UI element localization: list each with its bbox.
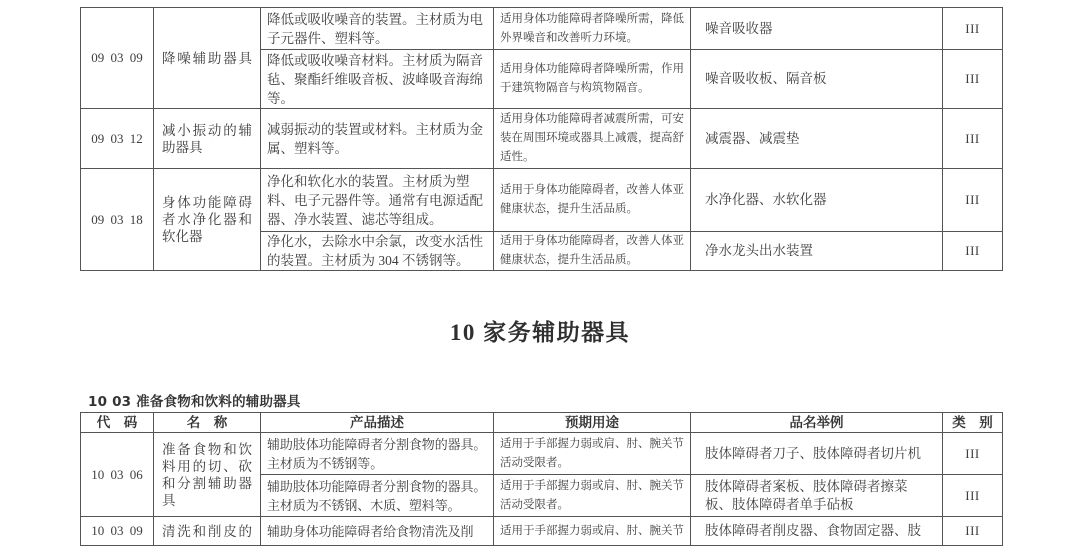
description-cell: 净化和软化水的装置。主材质为塑料、电子元器件等。通常有电源适配器、净水装置、滤芯等组成。 — [261, 169, 494, 232]
column-header-category: 类 别 — [943, 413, 1003, 433]
purpose-cell: 适用于手部握力弱或肩、肘、腕关节活动受限者。 — [494, 475, 691, 517]
category-cell: III — [943, 109, 1003, 169]
examples-cell: 水净化器、水软化器 — [691, 169, 943, 232]
description-cell: 辅助肢体功能障碍者分割食物的器具。主材质为不锈钢等。 — [261, 433, 494, 475]
column-header-purpose: 预期用途 — [494, 413, 691, 433]
category-cell: III — [943, 169, 1003, 232]
table-header-row — [81, 413, 1003, 433]
name-cell: 降噪辅助器具 — [154, 8, 261, 109]
purpose-cell: 适用身体功能障碍者减震所需，可安装在周围环境或器具上减震，提高舒适性。 — [494, 109, 691, 169]
assistive-device-table-10-03 — [80, 412, 1003, 546]
examples-cell: 肢体障碍者案板、肢体障碍者擦菜板、肢体障碍者单手砧板 — [691, 475, 943, 517]
purpose-cell: 适用于身体功能障碍者，改善人体亚健康状态，提升生活品质。 — [494, 169, 691, 232]
name-cell: 准备食物和饮料用的切、砍和分割辅助器具 — [154, 433, 261, 517]
purpose-cell: 适用身体功能障碍者降噪所需，降低外界噪音和改善听力环境。 — [494, 8, 691, 50]
name-cell: 身体功能障碍者水净化器和软化器 — [154, 169, 261, 271]
table-row — [81, 8, 1003, 50]
code-cell: 10 03 09 — [81, 517, 154, 546]
examples-cell: 噪音吸收板、隔音板 — [691, 50, 943, 109]
purpose-cell: 适用于手部握力弱或肩、肘、腕关节活动受限者。 — [494, 433, 691, 475]
examples-cell: 噪音吸收器 — [691, 8, 943, 50]
table-row — [81, 169, 1003, 232]
column-header-description: 产品描述 — [261, 413, 494, 433]
purpose-cell: 适用于身体功能障碍者，改善人体亚健康状态，提升生活品质。 — [494, 232, 691, 271]
description-cell: 降低或吸收噪音的装置。主材质为电子元器件、塑料等。 — [261, 8, 494, 50]
examples-cell: 肢体障碍者削皮器、食物固定器、肢 — [691, 517, 943, 546]
table-row — [81, 433, 1003, 475]
category-cell: III — [943, 232, 1003, 271]
description-cell: 净化水，去除水中余氯，改变水活性的装置。主材质为 304 不锈钢等。 — [261, 232, 494, 271]
code-cell: 09 03 18 — [81, 169, 154, 271]
name-cell: 减小振动的辅助器具 — [154, 109, 261, 169]
examples-cell: 净水龙头出水装置 — [691, 232, 943, 271]
code-cell: 10 03 06 — [81, 433, 154, 517]
table-row — [81, 517, 1003, 546]
assistive-device-table-09 — [80, 7, 1003, 271]
description-cell: 辅助肢体功能障碍者分割食物的器具。主材质为不锈钢、木质、塑料等。 — [261, 475, 494, 517]
column-header-code: 代 码 — [81, 413, 154, 433]
column-header-name: 名 称 — [154, 413, 261, 433]
table-row — [81, 109, 1003, 169]
category-cell: III — [943, 50, 1003, 109]
purpose-cell: 适用于手部握力弱或肩、肘、腕关节 — [494, 517, 691, 546]
column-header-examples: 品名举例 — [691, 413, 943, 433]
name-cell: 清洗和削皮的 — [154, 517, 261, 546]
description-cell: 降低或吸收噪音材料。主材质为隔音毡、聚酯纤维吸音板、波峰吸音海绵等。 — [261, 50, 494, 109]
category-cell: III — [943, 8, 1003, 50]
description-cell: 辅助身体功能障碍者给食物清洗及削 — [261, 517, 494, 546]
category-cell: III — [943, 475, 1003, 517]
code-cell: 09 03 12 — [81, 109, 154, 169]
description-cell: 减弱振动的装置或材料。主材质为金属、塑料等。 — [261, 109, 494, 169]
purpose-cell: 适用身体功能障碍者降噪所需，作用于建筑物隔音与构筑物隔音。 — [494, 50, 691, 109]
category-cell: III — [943, 433, 1003, 475]
examples-cell: 减震器、减震垫 — [691, 109, 943, 169]
examples-cell: 肢体障碍者刀子、肢体障碍者切片机 — [691, 433, 943, 475]
code-cell: 09 03 09 — [81, 8, 154, 109]
category-cell: III — [943, 517, 1003, 546]
section-label: 10 03 准备食物和饮料的辅助器具 — [88, 394, 301, 410]
chapter-heading: 10 家务辅助器具 — [449, 320, 631, 345]
